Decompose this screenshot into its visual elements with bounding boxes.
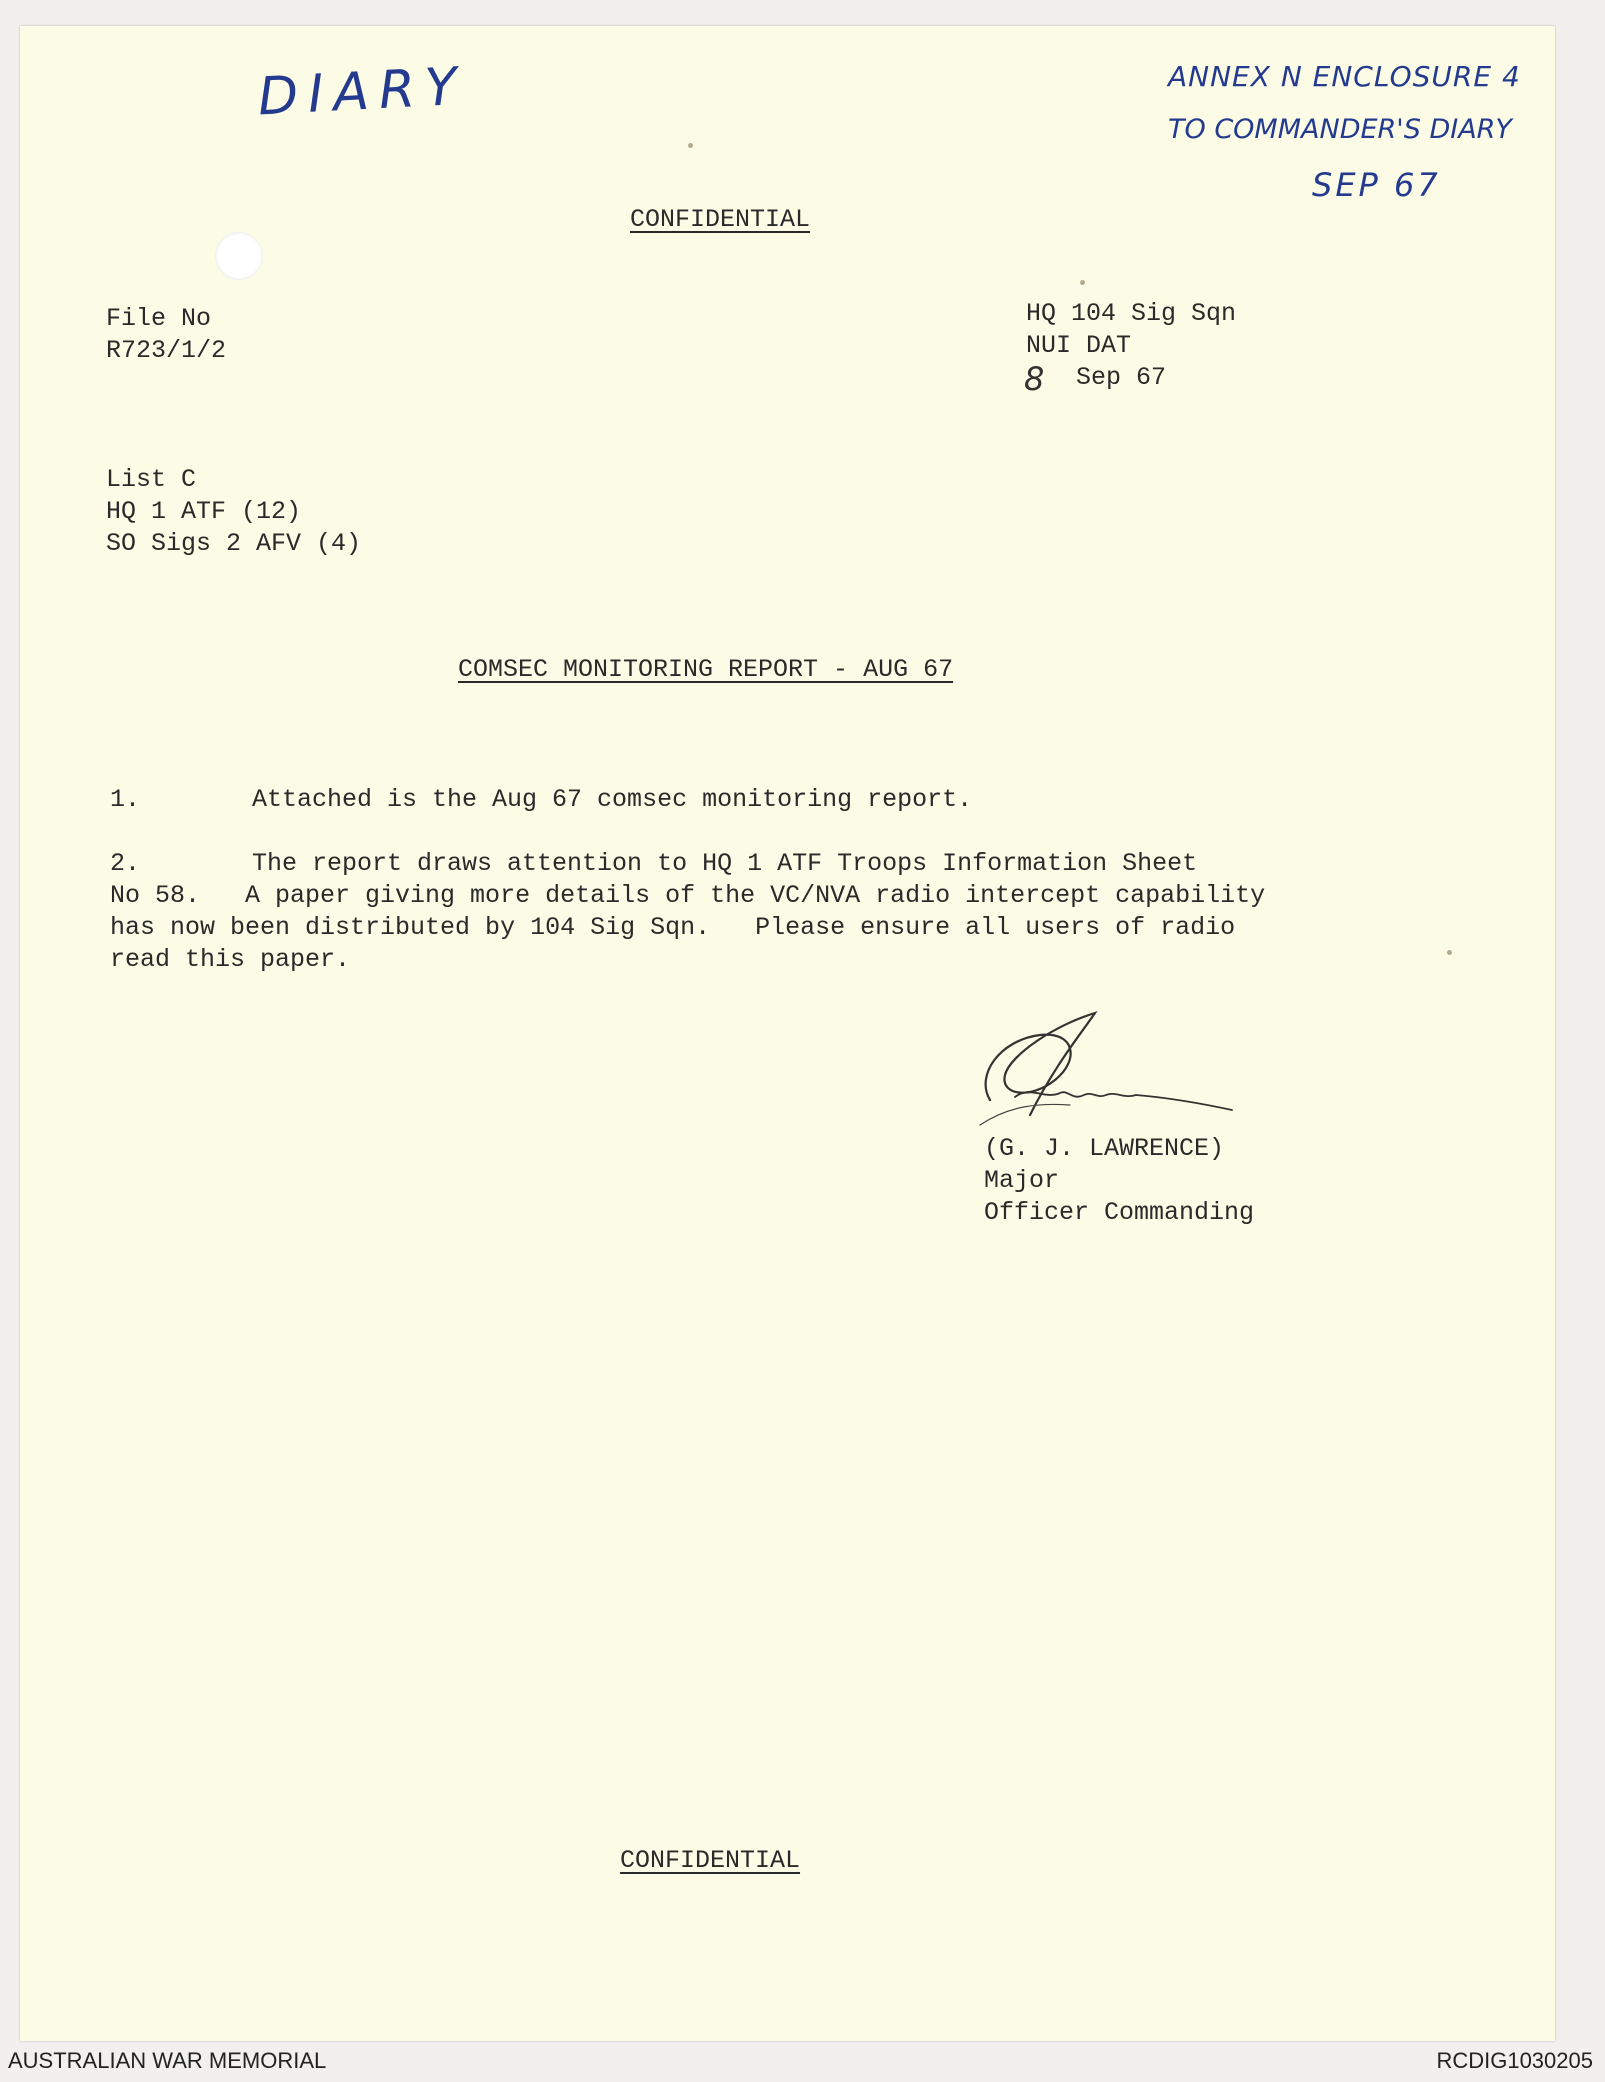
letter-date: Sep 67 [1076, 363, 1167, 392]
signatory-rank: Major [984, 1166, 1060, 1195]
signatory-name: (G. J. LAWRENCE) [984, 1134, 1225, 1163]
paragraph-2-line-3: has now been distributed by 104 Sig Sqn. Please ensure all users of radio [110, 913, 1236, 942]
classification-top: CONFIDENTIAL [630, 205, 811, 234]
subject-heading: COMSEC MONITORING REPORT - AUG 67 [458, 655, 954, 684]
handwritten-date-day: 8 [1024, 360, 1045, 398]
paragraph-1-number: 1. [110, 785, 141, 814]
distribution-list: List C [106, 465, 197, 494]
classification-bottom: CONFIDENTIAL [620, 1846, 801, 1875]
unit-location: NUI DAT [1026, 331, 1132, 360]
paragraph-2-line-2: No 58. A paper giving more details of the VC/NVA radio intercept capability [110, 881, 1266, 910]
file-number: R723/1/2 [106, 336, 227, 365]
handwritten-signature [960, 1005, 1250, 1140]
paper-speck [1080, 280, 1085, 285]
paragraph-1-text: Attached is the Aug 67 comsec monitoring report. [252, 785, 973, 814]
file-label: File No [106, 304, 212, 333]
handwritten-annex-line3: SEP 67 [1312, 166, 1441, 204]
paragraph-2-line-1: The report draws attention to HQ 1 ATF Troops Information Sheet [252, 849, 1198, 878]
paper-speck [1447, 950, 1452, 955]
punch-hole [215, 232, 263, 280]
document-page [20, 26, 1555, 2041]
handwritten-annex-line2: TO COMMANDER'S DIARY [1168, 114, 1512, 145]
distribution-recipient-2: SO Sigs 2 AFV (4) [106, 529, 362, 558]
handwritten-annex-line1: ANNEX N ENCLOSURE 4 [1168, 60, 1521, 93]
distribution-recipient-1: HQ 1 ATF (12) [106, 497, 302, 526]
footer-institution: AUSTRALIAN WAR MEMORIAL [8, 2048, 327, 2073]
handwritten-diary: DIARY [256, 56, 469, 128]
paragraph-2-line-4: read this paper. [110, 945, 351, 974]
paragraph-2-number: 2. [110, 849, 141, 878]
signatory-title: Officer Commanding [984, 1198, 1255, 1227]
footer-record-id: RCDIG1030205 [1436, 2048, 1593, 2073]
paper-speck [688, 143, 693, 148]
unit-name: HQ 104 Sig Sqn [1026, 299, 1237, 328]
